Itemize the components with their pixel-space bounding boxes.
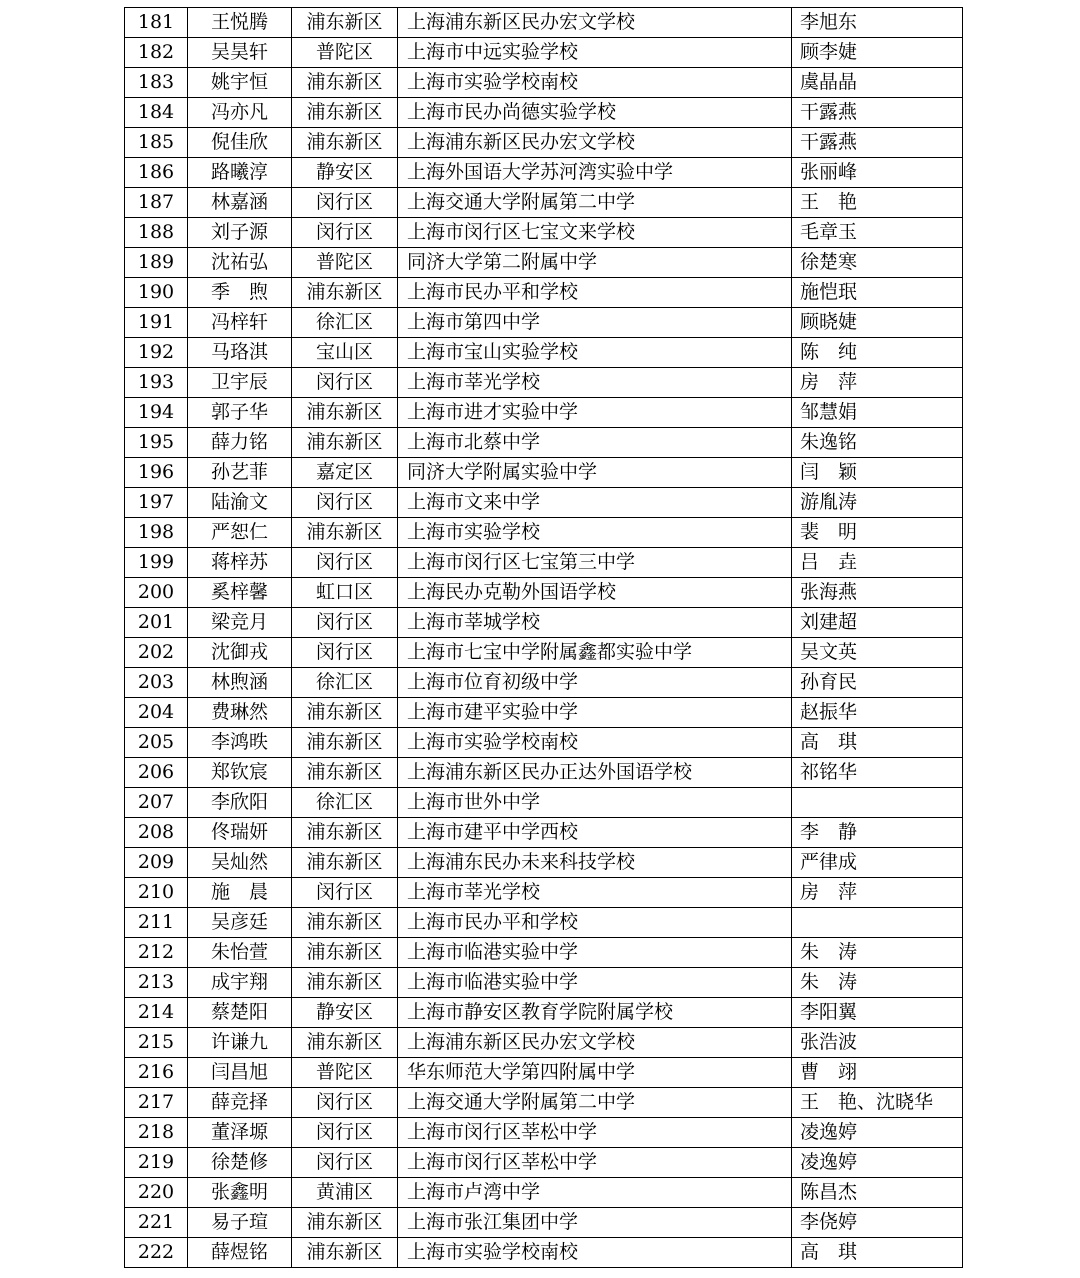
district: 黄浦区 <box>292 1178 398 1208</box>
teacher-name: 李阳翼 <box>792 998 963 1028</box>
teacher-name: 闫 颖 <box>792 458 963 488</box>
district: 浦东新区 <box>292 1238 398 1268</box>
table-row <box>125 908 963 938</box>
student-name: 薛煜铭 <box>188 1238 292 1268</box>
school-name: 上海交通大学附属第二中学 <box>398 188 792 218</box>
student-name: 李欣阳 <box>188 788 292 818</box>
school-name: 上海市建平中学西校 <box>398 818 792 848</box>
school-name: 上海市静安区教育学院附属学校 <box>398 998 792 1028</box>
row-number: 219 <box>125 1148 188 1178</box>
table-row <box>125 8 963 38</box>
school-name: 上海市位育初级中学 <box>398 668 792 698</box>
school-name: 上海市张江集团中学 <box>398 1208 792 1238</box>
school-name: 上海市宝山实验学校 <box>398 338 792 368</box>
student-name: 徐楚修 <box>188 1148 292 1178</box>
row-number: 188 <box>125 218 188 248</box>
student-name: 薛力铭 <box>188 428 292 458</box>
district: 浦东新区 <box>292 398 398 428</box>
award-list-table <box>124 7 963 1268</box>
school-name: 上海市闵行区莘松中学 <box>398 1118 792 1148</box>
teacher-name: 顾李婕 <box>792 38 963 68</box>
table-row <box>125 1088 963 1118</box>
district: 闵行区 <box>292 638 398 668</box>
teacher-name: 吴文英 <box>792 638 963 668</box>
row-number: 197 <box>125 488 188 518</box>
table-row <box>125 998 963 1028</box>
teacher-name: 祁铭华 <box>792 758 963 788</box>
row-number: 218 <box>125 1118 188 1148</box>
row-number: 215 <box>125 1028 188 1058</box>
school-name: 上海市世外中学 <box>398 788 792 818</box>
school-name: 上海外国语大学苏河湾实验中学 <box>398 158 792 188</box>
teacher-name: 陈 纯 <box>792 338 963 368</box>
teacher-name: 裴 明 <box>792 518 963 548</box>
district: 闵行区 <box>292 548 398 578</box>
row-number: 183 <box>125 68 188 98</box>
student-name: 易子瑄 <box>188 1208 292 1238</box>
row-number: 204 <box>125 698 188 728</box>
teacher-name: 张丽峰 <box>792 158 963 188</box>
district: 徐汇区 <box>292 308 398 338</box>
student-name: 许谦九 <box>188 1028 292 1058</box>
school-name: 上海市建平实验中学 <box>398 698 792 728</box>
student-name: 冯亦凡 <box>188 98 292 128</box>
table-row <box>125 1058 963 1088</box>
student-name: 蒋梓苏 <box>188 548 292 578</box>
student-name: 郑钦宸 <box>188 758 292 788</box>
table-row <box>125 878 963 908</box>
table-row <box>125 158 963 188</box>
student-name: 马珞淇 <box>188 338 292 368</box>
row-number: 196 <box>125 458 188 488</box>
school-name: 上海浦东新区民办宏文学校 <box>398 1028 792 1058</box>
school-name: 上海市临港实验中学 <box>398 938 792 968</box>
district: 浦东新区 <box>292 758 398 788</box>
teacher-name <box>792 908 963 938</box>
student-name: 王悦腾 <box>188 8 292 38</box>
student-name: 张鑫明 <box>188 1178 292 1208</box>
school-name: 上海市闵行区莘松中学 <box>398 1148 792 1178</box>
row-number: 205 <box>125 728 188 758</box>
student-name: 奚梓馨 <box>188 578 292 608</box>
school-name: 上海市七宝中学附属鑫都实验中学 <box>398 638 792 668</box>
student-name: 姚宇恒 <box>188 68 292 98</box>
row-number: 217 <box>125 1088 188 1118</box>
table-row <box>125 548 963 578</box>
school-name: 同济大学附属实验中学 <box>398 458 792 488</box>
school-name: 上海民办克勒外国语学校 <box>398 578 792 608</box>
teacher-name: 游胤涛 <box>792 488 963 518</box>
row-number: 202 <box>125 638 188 668</box>
district: 浦东新区 <box>292 938 398 968</box>
student-name: 朱怡萱 <box>188 938 292 968</box>
student-name: 吴彦廷 <box>188 908 292 938</box>
table-row <box>125 668 963 698</box>
table-row <box>125 98 963 128</box>
student-name: 林嘉涵 <box>188 188 292 218</box>
district: 普陀区 <box>292 38 398 68</box>
student-name: 卫宇辰 <box>188 368 292 398</box>
table-row <box>125 1118 963 1148</box>
school-name: 上海浦东民办未来科技学校 <box>398 848 792 878</box>
table-body <box>125 8 963 1268</box>
table-row <box>125 128 963 158</box>
teacher-name: 赵振华 <box>792 698 963 728</box>
student-name: 路曦淳 <box>188 158 292 188</box>
row-number: 216 <box>125 1058 188 1088</box>
school-name: 上海市民办尚德实验学校 <box>398 98 792 128</box>
student-name: 施 晨 <box>188 878 292 908</box>
teacher-name: 李侥婷 <box>792 1208 963 1238</box>
teacher-name <box>792 788 963 818</box>
district: 浦东新区 <box>292 698 398 728</box>
student-name: 闫昌旭 <box>188 1058 292 1088</box>
row-number: 191 <box>125 308 188 338</box>
teacher-name: 刘建超 <box>792 608 963 638</box>
school-name: 上海市实验学校南校 <box>398 68 792 98</box>
teacher-name: 房 萍 <box>792 368 963 398</box>
row-number: 207 <box>125 788 188 818</box>
table-row <box>125 278 963 308</box>
school-name: 上海市临港实验中学 <box>398 968 792 998</box>
teacher-name: 陈昌杰 <box>792 1178 963 1208</box>
table-row <box>125 1238 963 1268</box>
district: 浦东新区 <box>292 8 398 38</box>
table-row <box>125 188 963 218</box>
row-number: 211 <box>125 908 188 938</box>
district: 闵行区 <box>292 878 398 908</box>
district: 宝山区 <box>292 338 398 368</box>
school-name: 上海浦东新区民办正达外国语学校 <box>398 758 792 788</box>
table-row <box>125 458 963 488</box>
teacher-name: 房 萍 <box>792 878 963 908</box>
student-name: 刘子源 <box>188 218 292 248</box>
student-name: 沈祐弘 <box>188 248 292 278</box>
teacher-name: 朱 涛 <box>792 938 963 968</box>
table-row <box>125 578 963 608</box>
teacher-name: 高 琪 <box>792 728 963 758</box>
school-name: 上海市闵行区七宝第三中学 <box>398 548 792 578</box>
teacher-name: 顾晓婕 <box>792 308 963 338</box>
row-number: 187 <box>125 188 188 218</box>
district: 闵行区 <box>292 1148 398 1178</box>
student-name: 严恕仁 <box>188 518 292 548</box>
teacher-name: 张浩波 <box>792 1028 963 1058</box>
row-number: 212 <box>125 938 188 968</box>
school-name: 上海市文来中学 <box>398 488 792 518</box>
row-number: 181 <box>125 8 188 38</box>
table-row <box>125 38 963 68</box>
row-number: 209 <box>125 848 188 878</box>
student-name: 陆渝文 <box>188 488 292 518</box>
district: 普陀区 <box>292 248 398 278</box>
district: 浦东新区 <box>292 728 398 758</box>
table-row <box>125 938 963 968</box>
district: 浦东新区 <box>292 68 398 98</box>
award-list-table-wrapper <box>124 7 962 1268</box>
table-row <box>125 248 963 278</box>
teacher-name: 孙育民 <box>792 668 963 698</box>
row-number: 221 <box>125 1208 188 1238</box>
table-row <box>125 1178 963 1208</box>
teacher-name: 曹 翊 <box>792 1058 963 1088</box>
district: 闵行区 <box>292 1118 398 1148</box>
district: 闵行区 <box>292 368 398 398</box>
district: 浦东新区 <box>292 848 398 878</box>
district: 浦东新区 <box>292 518 398 548</box>
student-name: 梁竞月 <box>188 608 292 638</box>
row-number: 214 <box>125 998 188 1028</box>
district: 闵行区 <box>292 188 398 218</box>
teacher-name: 凌逸婷 <box>792 1148 963 1178</box>
table-row <box>125 728 963 758</box>
district: 浦东新区 <box>292 1028 398 1058</box>
district: 闵行区 <box>292 1088 398 1118</box>
teacher-name: 邹慧娟 <box>792 398 963 428</box>
teacher-name: 李旭东 <box>792 8 963 38</box>
district: 闵行区 <box>292 608 398 638</box>
row-number: 222 <box>125 1238 188 1268</box>
row-number: 213 <box>125 968 188 998</box>
school-name: 上海市卢湾中学 <box>398 1178 792 1208</box>
row-number: 206 <box>125 758 188 788</box>
row-number: 208 <box>125 818 188 848</box>
student-name: 沈御戎 <box>188 638 292 668</box>
district: 浦东新区 <box>292 278 398 308</box>
school-name: 上海市实验学校南校 <box>398 1238 792 1268</box>
table-row <box>125 1148 963 1178</box>
row-number: 193 <box>125 368 188 398</box>
table-row <box>125 1028 963 1058</box>
student-name: 董泽塬 <box>188 1118 292 1148</box>
row-number: 203 <box>125 668 188 698</box>
school-name: 上海市中远实验学校 <box>398 38 792 68</box>
district: 静安区 <box>292 158 398 188</box>
district: 虹口区 <box>292 578 398 608</box>
table-row <box>125 338 963 368</box>
row-number: 199 <box>125 548 188 578</box>
row-number: 184 <box>125 98 188 128</box>
school-name: 华东师范大学第四附属中学 <box>398 1058 792 1088</box>
student-name: 林煦涵 <box>188 668 292 698</box>
row-number: 182 <box>125 38 188 68</box>
student-name: 孙艺菲 <box>188 458 292 488</box>
district: 浦东新区 <box>292 1208 398 1238</box>
school-name: 上海市民办平和学校 <box>398 278 792 308</box>
student-name: 郭子华 <box>188 398 292 428</box>
school-name: 上海市实验学校 <box>398 518 792 548</box>
district: 浦东新区 <box>292 908 398 938</box>
teacher-name: 毛章玉 <box>792 218 963 248</box>
school-name: 上海市莘光学校 <box>398 878 792 908</box>
teacher-name: 虞晶晶 <box>792 68 963 98</box>
student-name: 倪佳欣 <box>188 128 292 158</box>
school-name: 上海市莘光学校 <box>398 368 792 398</box>
teacher-name: 徐楚寒 <box>792 248 963 278</box>
school-name: 上海市实验学校南校 <box>398 728 792 758</box>
teacher-name: 干露燕 <box>792 98 963 128</box>
table-row <box>125 368 963 398</box>
table-row <box>125 428 963 458</box>
school-name: 上海市闵行区七宝文来学校 <box>398 218 792 248</box>
school-name: 上海市北蔡中学 <box>398 428 792 458</box>
row-number: 185 <box>125 128 188 158</box>
table-row <box>125 608 963 638</box>
row-number: 192 <box>125 338 188 368</box>
teacher-name: 高 琪 <box>792 1238 963 1268</box>
student-name: 季 煦 <box>188 278 292 308</box>
school-name: 同济大学第二附属中学 <box>398 248 792 278</box>
district: 嘉定区 <box>292 458 398 488</box>
table-row <box>125 68 963 98</box>
school-name: 上海市民办平和学校 <box>398 908 792 938</box>
district: 浦东新区 <box>292 98 398 128</box>
district: 徐汇区 <box>292 788 398 818</box>
table-row <box>125 818 963 848</box>
student-name: 佟瑞妍 <box>188 818 292 848</box>
table-row <box>125 1208 963 1238</box>
table-row <box>125 398 963 428</box>
table-row <box>125 848 963 878</box>
teacher-name: 严律成 <box>792 848 963 878</box>
student-name: 蔡楚阳 <box>188 998 292 1028</box>
district: 浦东新区 <box>292 428 398 458</box>
table-row <box>125 518 963 548</box>
district: 徐汇区 <box>292 668 398 698</box>
student-name: 冯梓轩 <box>188 308 292 338</box>
row-number: 210 <box>125 878 188 908</box>
student-name: 李鸿昳 <box>188 728 292 758</box>
table-row <box>125 698 963 728</box>
school-name: 上海市第四中学 <box>398 308 792 338</box>
district: 浦东新区 <box>292 818 398 848</box>
table-row <box>125 758 963 788</box>
district: 浦东新区 <box>292 968 398 998</box>
school-name: 上海浦东新区民办宏文学校 <box>398 128 792 158</box>
district: 闵行区 <box>292 218 398 248</box>
school-name: 上海浦东新区民办宏文学校 <box>398 8 792 38</box>
teacher-name: 李 静 <box>792 818 963 848</box>
teacher-name: 王 艳、沈晓华 <box>792 1088 963 1118</box>
teacher-name: 王 艳 <box>792 188 963 218</box>
row-number: 201 <box>125 608 188 638</box>
teacher-name: 张海燕 <box>792 578 963 608</box>
school-name: 上海市进才实验中学 <box>398 398 792 428</box>
table-row <box>125 488 963 518</box>
student-name: 薛竞择 <box>188 1088 292 1118</box>
student-name: 吴灿然 <box>188 848 292 878</box>
row-number: 194 <box>125 398 188 428</box>
student-name: 成宇翔 <box>188 968 292 998</box>
row-number: 190 <box>125 278 188 308</box>
teacher-name: 施恺珉 <box>792 278 963 308</box>
table-row <box>125 968 963 998</box>
row-number: 186 <box>125 158 188 188</box>
table-row <box>125 218 963 248</box>
district: 普陀区 <box>292 1058 398 1088</box>
table-row <box>125 788 963 818</box>
school-name: 上海交通大学附属第二中学 <box>398 1088 792 1118</box>
teacher-name: 干露燕 <box>792 128 963 158</box>
teacher-name: 朱逸铭 <box>792 428 963 458</box>
student-name: 费琳然 <box>188 698 292 728</box>
district: 闵行区 <box>292 488 398 518</box>
district: 浦东新区 <box>292 128 398 158</box>
teacher-name: 吕 垚 <box>792 548 963 578</box>
teacher-name: 凌逸婷 <box>792 1118 963 1148</box>
row-number: 189 <box>125 248 188 278</box>
teacher-name: 朱 涛 <box>792 968 963 998</box>
student-name: 吴昊轩 <box>188 38 292 68</box>
row-number: 195 <box>125 428 188 458</box>
row-number: 200 <box>125 578 188 608</box>
table-row <box>125 308 963 338</box>
district: 静安区 <box>292 998 398 1028</box>
table-row <box>125 638 963 668</box>
row-number: 220 <box>125 1178 188 1208</box>
row-number: 198 <box>125 518 188 548</box>
school-name: 上海市莘城学校 <box>398 608 792 638</box>
